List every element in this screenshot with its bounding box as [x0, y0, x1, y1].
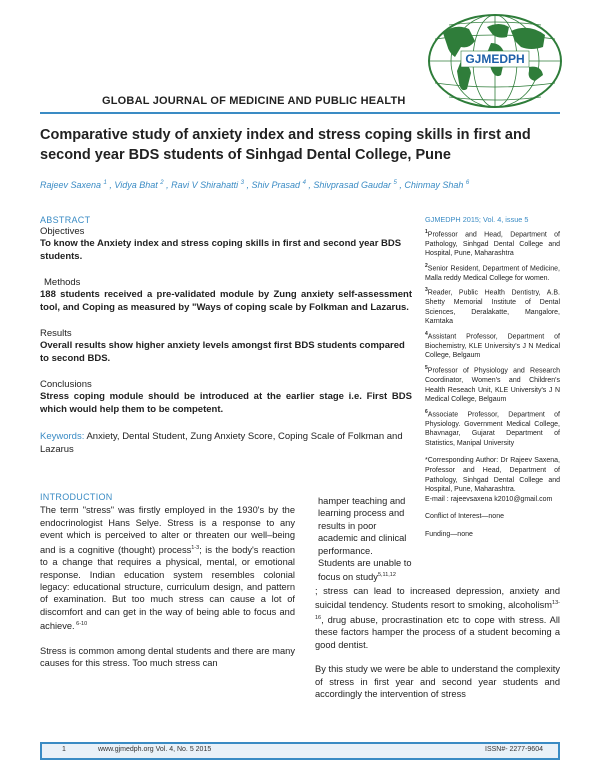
introduction-column: [40, 491, 295, 669]
author-name: Rajeev Saxena $^1$: [40, 180, 107, 190]
body-paragraph-4: By this study we were be able to understand the complexity of stress in first year and second year students and accordingly the intervention of stress: [315, 664, 560, 700]
funding: Funding—none: [425, 531, 473, 538]
affiliation-item: $^1$Professor and Head, Department of Pathology, Sinhgad Dental College and Hospital, Pune, Maharashtra: [425, 228, 560, 258]
keywords: [40, 430, 412, 456]
logo-text: GJMEDPH: [465, 52, 525, 66]
journal-name: GLOBAL JOURNAL OF MEDICINE AND PUBLIC HEALTH: [102, 95, 406, 107]
results-heading: Results: [40, 328, 72, 339]
paper-title: Comparative study of anxiety index and stress coping skills in first and second year BDS students of Sinhgad Dental College, Pune: [40, 127, 531, 163]
abstract-heading: ABSTRACT: [40, 215, 91, 225]
affiliation-item: $^6$Associate Professor, Department of Physiology. Government Medical College, Bhavnagar, Gujarat Department of Statistics, Manipal University: [425, 408, 560, 447]
affiliation-sidebar: [425, 215, 560, 540]
header-divider: [40, 112, 560, 114]
conclusions-heading: Conclusions: [40, 379, 92, 390]
corresponding-email: E-mail : rajeevsaxena k2010@gmail.com: [425, 495, 553, 503]
affiliation-item: $^2$Senior Resident, Department of Medicine, Malla reddy Medical College for women.: [425, 262, 560, 282]
body-right-column: [315, 585, 560, 700]
author-list: Rajeev Saxena $^1$ , Vidya Bhat $^2$ , Ravi V Shirahatti $^3$ , Shiv Prasad $^4$ , Shivprasad Gaudar $^5$ , Chinmay Shah $^6$: [40, 180, 470, 190]
conflict-of-interest: Conflict of Interest—none: [425, 513, 504, 521]
author-name: Ravi V Shirahatti $^3$: [171, 180, 245, 190]
introduction-heading: INTRODUCTION: [40, 492, 113, 502]
affiliation-item: $^3$Reader, Public Health Dentistry, A.B. Shetty Memorial Institute of Dental Sciences, Deralakatte, Mangalore, Karntaka: [425, 287, 560, 326]
intro-paragraph-1: The term "stress" was firstly employed in the 1930's by the endocrinologist Hans Selye. Stress is a response to any event which is perceived to alter or threaten our well–being and is a cognitive (thought) process$^{1-3}$; is the body's reaction to a change that requires a physical, mental, or emotional response. Indian education system resembles colonial legacy: educational structure, curriculum design, and pattern of examination. But too much stress can cause a lot of discomfort and can get in the way of being able to focus and achieve. $^{6-10}$: [40, 505, 295, 632]
methods-heading: Methods: [44, 277, 81, 288]
corresponding-author: *Corresponding Author: Dr Rajeev Saxena, Professor and Head, Department of Pathology, Sinhgad Dental College and Hospital, Pune, Maharashtra.: [425, 457, 560, 494]
results-text: Overall results show higher anxiety levels amongst first BDS students compared to second BDS.: [40, 340, 405, 364]
keywords-text: Anxiety, Dental Student, Zung Anxiety Score, Coping Scale of Folkman and Lazarus: [40, 431, 403, 455]
abstract-section: [40, 215, 412, 456]
affiliation-list: [425, 228, 560, 449]
affiliation-item: $^4$Assistant Professor, Department of Biochemistry, KLE University's J N Medical College, Belgaum: [425, 330, 560, 360]
author-name: Shiv Prasad $^4$: [251, 180, 306, 190]
affiliation-item: $^5$Professor of Physiology and Research Coordinator, Women's and Children's Health Reseach Unit, KLE University's J N Medical College, Belgaum: [425, 365, 560, 404]
objectives-heading: Objectives: [40, 226, 85, 237]
body-middle-text: hamper teaching and learning process and results in poor academic and clinical performance. Students are unable to focus on study$^{5,11,12}$: [318, 496, 412, 583]
author-name: Chinmay Shah $^6$: [404, 180, 470, 190]
author-name: Shivprasad Gaudar $^5$: [313, 180, 397, 190]
author-name: Vidya Bhat $^2$: [114, 180, 164, 190]
page-number: 1: [62, 746, 66, 753]
keywords-label: Keywords:: [40, 431, 85, 442]
footer-website: www.gjmedph.org Vol. 4, No. 5 2015: [98, 746, 212, 753]
body-paragraph-3: ; stress can lead to increased depression, anxiety and suicidal tendency. Students resort to smoking, alcoholism$^{13-16}$, drug abuse, procrastination etc to cope with stress. All these factors hamper the process of a student becoming a good dentist.: [315, 586, 560, 650]
conclusions-text: Stress coping module should be introduced at the earlier stage i.e. First BDS which would help them to be competent.: [40, 391, 412, 415]
objectives-text: To know the Anxiety index and stress coping skills in first and second year BDS students.: [40, 238, 402, 262]
intro-paragraph-2: Stress is common among dental students and there are many causes for this stress. Too much stress can: [40, 645, 295, 669]
footer-issn: ISSN#- 2277-9604: [485, 746, 543, 753]
journal-logo: [425, 13, 565, 113]
issue-label: GJMEDPH 2015; Vol. 4, issue 5: [425, 215, 529, 224]
methods-text: 188 students received a pre-validated module by Zung anxiety self-assessment tool, and Coping as measured by "Ways of coping scale by Folkman and Lazarus.: [40, 289, 412, 313]
